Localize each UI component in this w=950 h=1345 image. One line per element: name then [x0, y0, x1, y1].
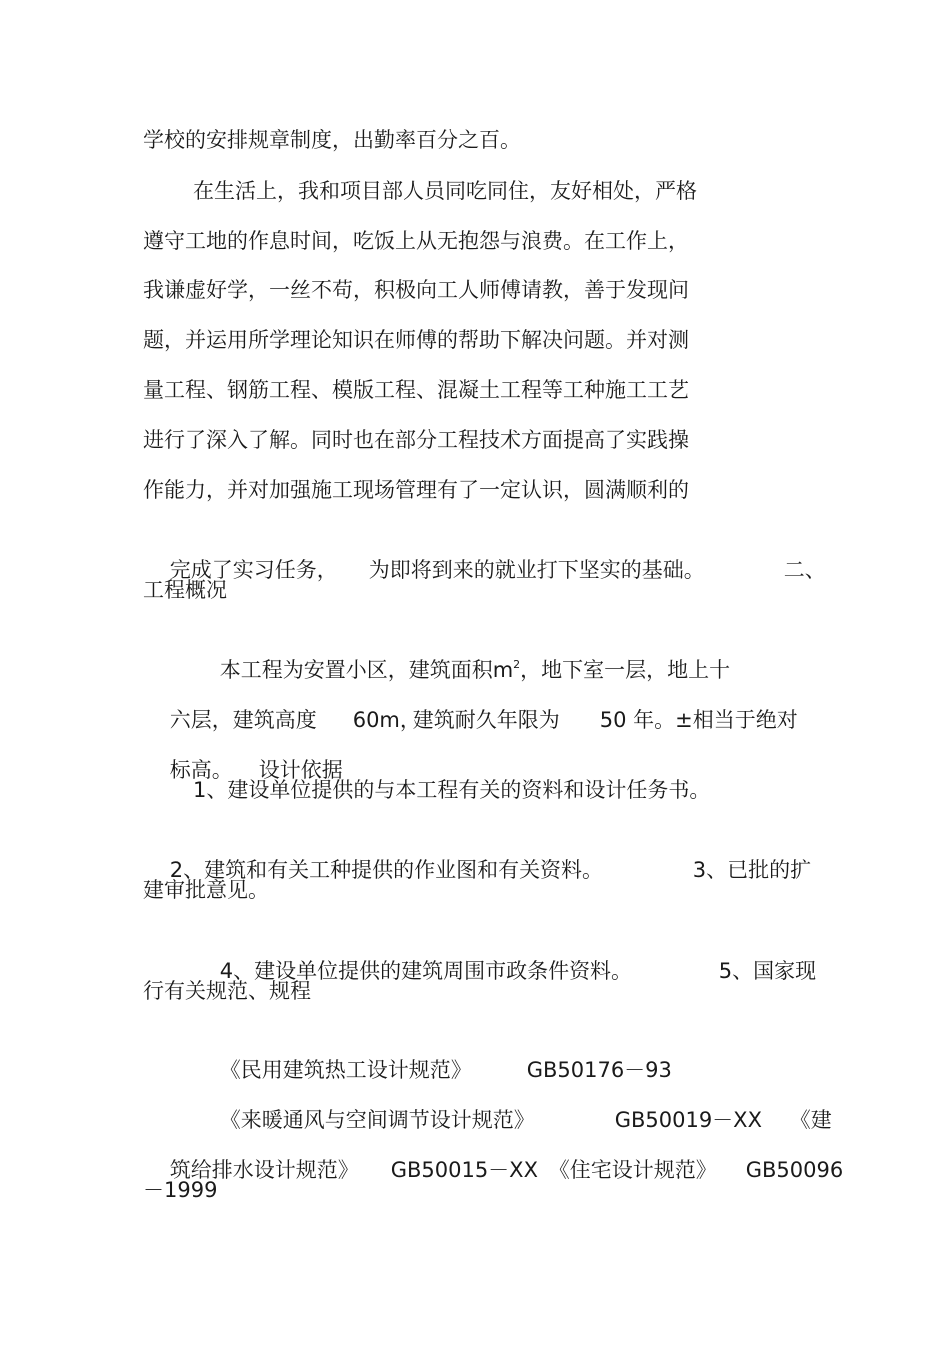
paragraph-line: [143, 325, 689, 355]
text-run: 工程概况: [143, 578, 227, 602]
text-run: 遵守工地的作息时间，吃饭上从无抱怨与浪费。在工作上，: [143, 229, 689, 253]
text-run: 学校的安排规章制度，出勤率百分之百。: [143, 128, 521, 152]
text-run: 进行了深入了解。同时也在部分工程技术方面提高了实践操: [143, 428, 689, 452]
section-number: [757, 525, 826, 615]
text-run: GB50015－XX: [390, 1158, 538, 1182]
list-item: [666, 825, 811, 915]
standard-reference: [522, 1125, 717, 1215]
text-run: 60m，: [352, 708, 421, 732]
text-run: 2、建筑和有关工种提供的作业图和有关资料。: [169, 858, 604, 882]
text-run: 行有关规范、规程: [143, 979, 311, 1003]
standard-reference: [719, 1125, 843, 1215]
text-run: 《来暖通风与空间调节设计规范》: [219, 1108, 535, 1132]
standard-reference: [364, 1125, 538, 1215]
standard-reference: [143, 1175, 217, 1205]
text-run: 完成了实习任务，: [169, 558, 338, 582]
text-run: 二、: [783, 558, 826, 582]
text-run: 筑给排水设计规范》: [169, 1158, 359, 1182]
paragraph-line: [143, 275, 689, 305]
text-run: 建筑耐久年限为: [412, 708, 560, 732]
paragraph-line: [193, 176, 697, 206]
text-run: 4、建设单位提供的建筑周围市政条件资料。: [219, 959, 633, 983]
text-run: ，地下室一层，地上十: [520, 658, 731, 682]
text-run: 3、已批的扩: [692, 858, 812, 882]
text-run: 5、国家现: [718, 959, 817, 983]
text-run: 1、建设单位提供的与本工程有关的资料和设计任务书。: [193, 778, 711, 802]
text-run: －1999: [143, 1178, 218, 1202]
paragraph-line: [573, 675, 798, 765]
list-item: [143, 875, 269, 905]
text-run: 题，并运用所学理论知识在师傅的帮助下解决问题。并对测: [143, 328, 689, 352]
text-run: 设计依据: [258, 758, 343, 782]
superscript: 2: [513, 658, 521, 671]
paragraph-line: [143, 125, 521, 155]
paragraph-line: [143, 375, 689, 405]
text-run: 本工程为安置小区，建筑面积m: [219, 658, 514, 682]
paragraph-line: [143, 226, 689, 256]
paragraph-line: [143, 425, 689, 455]
text-run: 《民用建筑热工设计规范》: [219, 1058, 472, 1082]
paragraph-line: [143, 475, 689, 505]
text-run: 标高。: [169, 758, 233, 782]
text-run: 在生活上，我和项目部人员同吃同住，友好相处，严格: [193, 179, 697, 203]
section-heading: [143, 575, 227, 605]
text-run: 《建: [789, 1108, 832, 1132]
text-run: 建审批意见。: [143, 878, 269, 902]
text-run: 我谦虚好学，一丝不苟，积极向工人师傅请教，善于发现问: [143, 278, 689, 302]
text-run: 《住宅设计规范》: [548, 1158, 717, 1182]
list-item: [193, 775, 710, 805]
text-run: GB50019－XX: [614, 1108, 762, 1132]
text-run: 作能力，并对加强施工现场管理有了一定认识，圆满顺利的: [143, 478, 689, 502]
text-run: 为即将到来的就业打下坚实的基础。: [368, 558, 705, 582]
text-run: 量工程、钢筋工程、模版工程、混凝土工程等工种施工工艺: [143, 378, 689, 402]
text-run: GB50096: [745, 1158, 844, 1182]
text-run: GB50176－93: [526, 1058, 672, 1082]
text-run: 六层，建筑高度: [169, 708, 317, 732]
text-run: 50 年。±相当于绝对: [599, 708, 798, 732]
paragraph-line: [386, 675, 560, 765]
list-item: [143, 976, 311, 1006]
paragraph-line: [342, 525, 705, 615]
list-item: [692, 926, 816, 1016]
